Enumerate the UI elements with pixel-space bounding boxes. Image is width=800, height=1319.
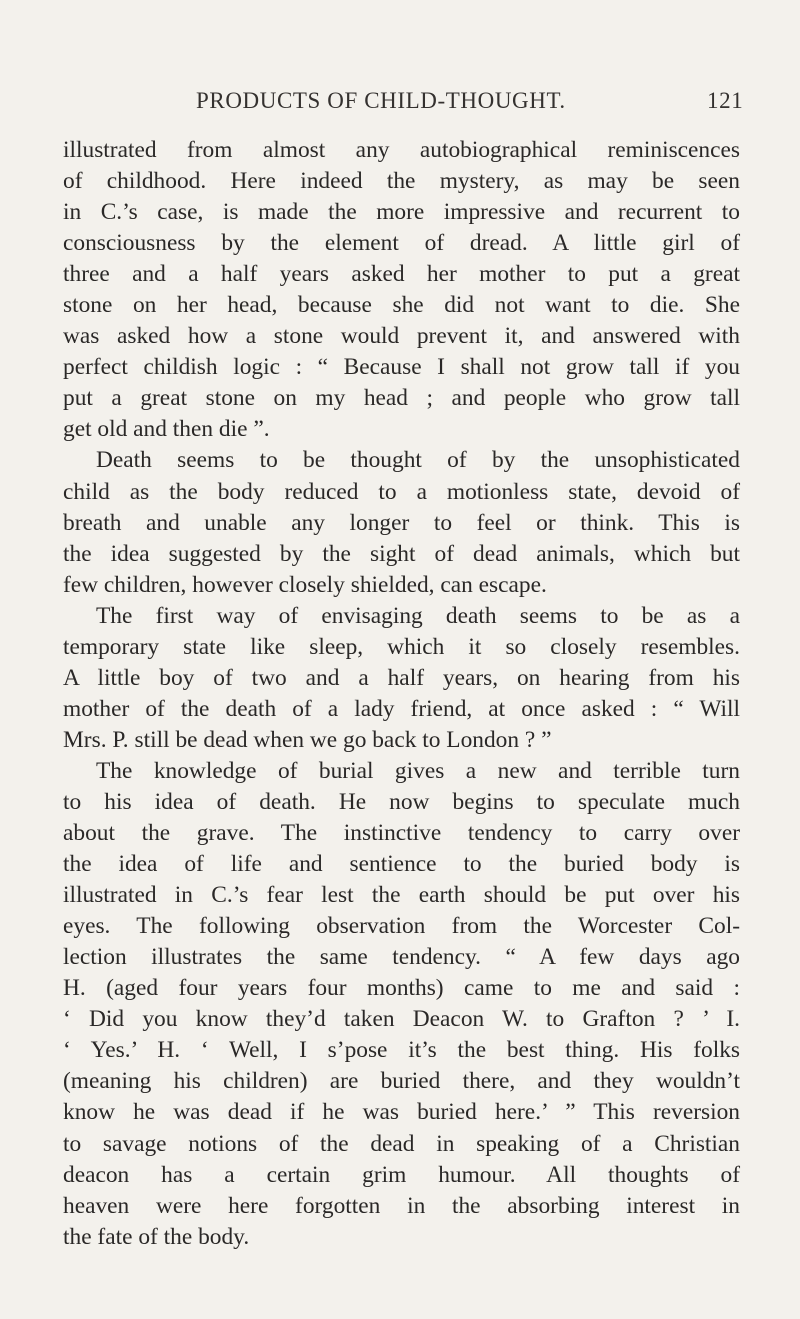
text-line: the idea of life and sentience to the buried body is [63,851,740,878]
text-line: get old and then die ”. [63,416,270,443]
text-line: perfect childish logic : “ Because I shall not grow tall if you [63,354,740,381]
text-line: temporary state like sleep, which it so closely resembles. [63,633,740,660]
text-line: few children, however closely shielded, can escape. [63,571,547,598]
text-line: mother of the death of a lady friend, at once asked : “ Will [63,695,740,722]
text-line: illustrated from almost any autobiographical reminiscences [63,137,740,163]
paragraph-start-line: Death seems to be thought of by the unsophisticated [96,447,740,474]
text-line: put a great stone on my head ; and people who grow tall [63,385,740,412]
running-head [0,88,800,118]
text-line: the idea suggested by the sight of dead animals, which but [63,540,740,567]
text-line: illustrated in C.’s fear lest the earth should be put over his [63,882,740,909]
text-line: breath and unable any longer to feel or think. This is [63,509,740,536]
text-line: to his idea of death. He now begins to speculate much [63,788,740,815]
text-line: to savage notions of the dead in speaking of a Christian [63,1130,740,1157]
paragraph-start-line: The first way of envisaging death seems to be as a [96,602,740,629]
text-line: heaven were here forgotten in the absorbing interest in [63,1192,740,1219]
text-line: lection illustrates the same tendency. “ A few days ago [63,944,740,971]
paragraph-start-line: The knowledge of burial gives a new and terrible turn [96,757,740,784]
text-line: ‘ Did you know they’d taken Deacon W. to Grafton ? ’ I. [63,1006,740,1033]
text-line: A little boy of two and a half years, on hearing from his [63,664,740,691]
text-line: deacon has a certain grim humour. All thoughts of [63,1161,740,1188]
text-line: about the grave. The instinctive tendency to carry over [63,820,740,847]
text-line: H. (aged four years four months) came to me and said : [63,975,740,1002]
text-line: of childhood. Here indeed the mystery, as may be seen [63,168,740,195]
text-line: in C.’s case, is made the more impressive and recurrent to [63,199,740,226]
text-line: ‘ Yes.’ H. ‘ Well, I s’pose it’s the best thing. His folks [63,1037,740,1064]
text-line: stone on her head, because she did not want to die. She [63,292,740,319]
text-line: know he was dead if he was buried here.’ ” This reversion [63,1099,740,1126]
text-line: child as the body reduced to a motionless state, devoid of [63,478,740,505]
text-line: Mrs. P. still be dead when we go back to London ? ” [63,726,552,753]
body-text [63,135,740,1253]
page-number: 121 [707,88,744,113]
text-line: the fate of the body. [63,1223,250,1250]
text-line: (meaning his children) are buried there, and they wouldn’t [63,1068,740,1095]
text-line: eyes. The following observation from the Worcester Col- [63,913,740,940]
running-title: PRODUCTS OF CHILD-THOUGHT. [196,88,566,113]
text-line: three and a half years asked her mother to put a great [63,261,740,288]
text-line: consciousness by the element of dread. A little girl of [63,230,740,257]
text-line: was asked how a stone would prevent it, and answered with [63,323,740,350]
